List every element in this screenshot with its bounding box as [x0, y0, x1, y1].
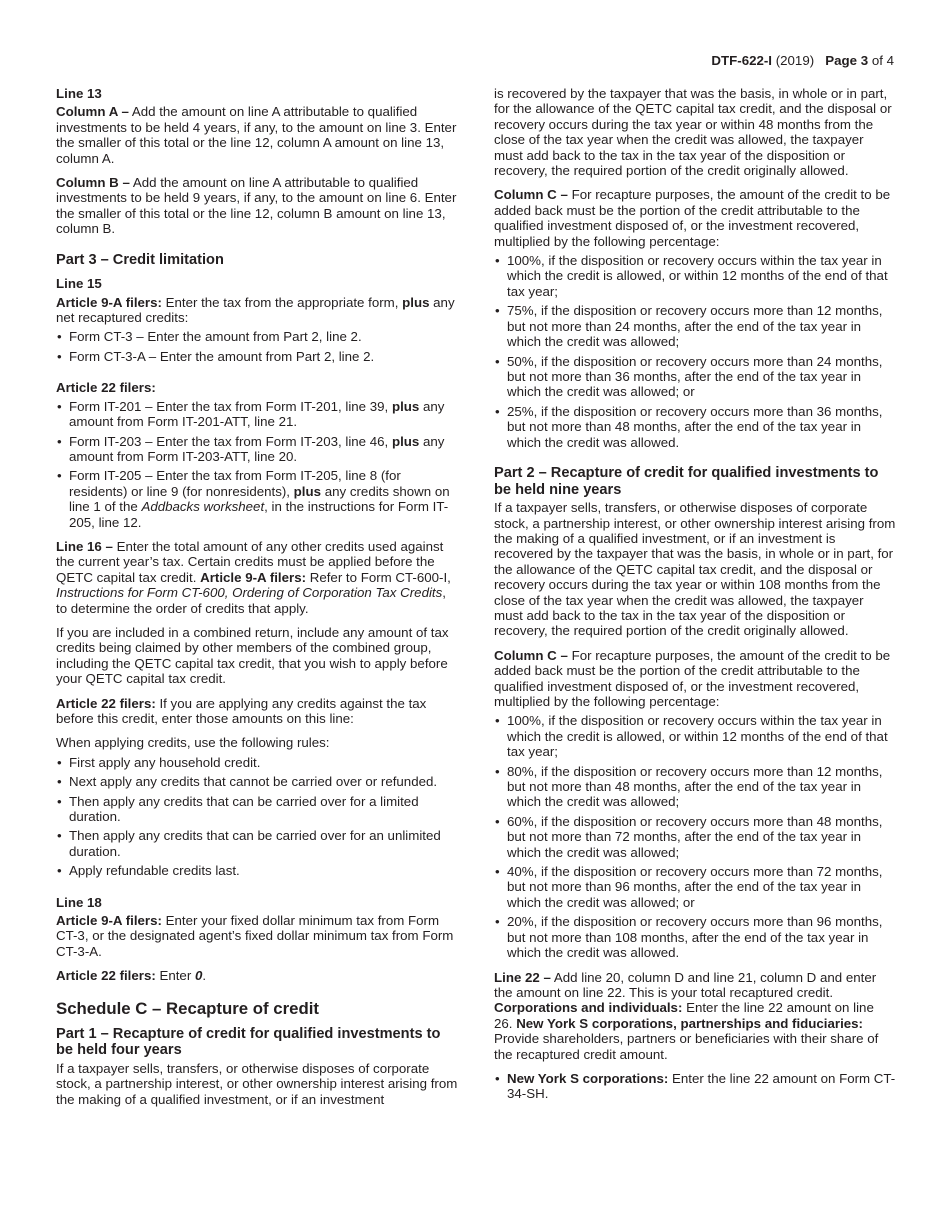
line16-label: Line 16 – [56, 538, 113, 554]
part2-percentage-list [494, 713, 896, 960]
list-item: • 100%, if the disposition or recovery occurs within the tax year in which the credit is allowed, or within 12 months of the end of that tax year; [494, 253, 896, 299]
rules-list [56, 755, 458, 879]
rules-intro: When applying credits, use the following rules: [56, 735, 330, 751]
list-item: • 20%, if the disposition or recovery occurs more than 96 months, but not more than 108 months, after the end of the tax year in which the credit was allowed. [494, 914, 896, 960]
line22-list [494, 1071, 896, 1102]
line22-text-c: Provide shareholders, partners or beneficiaries with their share of the recaptured credit amount. [494, 1031, 879, 1062]
period: . [202, 968, 207, 984]
column-c-text: For recapture purposes, the amount of the credit to be added back must be the portion of the credit attributable to the qualified investment disposed of, or the investment recovered, multiplied by the following percentage: [494, 647, 891, 709]
column-a-label: Column A – [56, 104, 129, 120]
line16-text-c: , to determine the order of credits that apply. [56, 585, 446, 616]
line18-enter: Enter [155, 968, 195, 984]
left-column [56, 86, 458, 1116]
it205-text-mid: any credits shown on line 1 of the [69, 483, 450, 515]
corporations-label: Corporations and individuals: [494, 1000, 683, 1016]
part1-percentage-list [494, 253, 896, 450]
combined-return-text: If you are included in a combined return, include any amount of tax credits being claimed by other members of the combined group, including the QETC capital tax credit, that you wish to apply before your QETC capital tax credit. [56, 624, 449, 687]
list-item: • Then apply any credits that can be carried over for an unlimited duration. [56, 828, 458, 859]
art22-label: Article 22 filers: [56, 695, 156, 711]
art22-heading: Article 22 filers: [56, 380, 156, 396]
list-item: • 100%, if the disposition or recovery occurs within the tax year in which the credit is allowed, or within 12 months of the end of that tax year; [494, 713, 896, 759]
line15-heading: Line 15 [56, 276, 102, 292]
column-a-text: Add the amount on line A attributable to qualified investments to be held 4 years, if any, to the amount on line 3. Enter the smaller of this total or the line 12, column A amount on line 13, column A. [56, 104, 457, 166]
line18-art9a [56, 913, 458, 959]
art9a-text: Enter the tax from the appropriate form, [161, 294, 403, 310]
ct600-instructions-title: Instructions for Form CT-600, Ordering of Corporation Tax Credits [56, 585, 443, 601]
it205-text-end: , in the instructions for Form IT-205, line 12. [69, 499, 449, 530]
list-item: • 25%, if the disposition or recovery occurs more than 36 months, but not more than 48 months, after the end of the tax year in which the credit was allowed. [494, 404, 896, 450]
it201-text: Form IT-201 – Enter the tax from Form IT-201, line 39, [69, 398, 392, 414]
plus-word: plus [402, 294, 430, 310]
column-c-part2 [494, 648, 896, 710]
line16-text-a: Enter the total amount of any other credits used against the current year’s tax. Certain credits must be applied before the QETC capital tax credit. [56, 538, 444, 585]
list-item [56, 399, 458, 430]
part1-heading: Part 1 – Recapture of credit for qualified investments to be held four years [56, 1025, 441, 1059]
page-header [711, 53, 894, 68]
right-column [494, 86, 896, 1111]
schedule-c-heading: Schedule C – Recapture of credit [56, 998, 319, 1018]
list-item: • Form CT-3 – Enter the amount from Part 2, line 2. [56, 329, 458, 344]
it205-text: Form IT-205 – Enter the tax from Form IT-205, line 8 (for residents) or line 9 (for nonresidents), [69, 468, 401, 499]
column-b-label: Column B – [56, 175, 130, 191]
list-item: • First apply any household credit. [56, 755, 458, 770]
list-item [494, 1071, 896, 1102]
part1-continued-text: is recovered by the taxpayer that was the basis, in whole or in part, for the allowance of the QETC capital tax credit, and the disposal or recovery occurs during the tax year or within 48 months from the close of the tax year when the credit was allowed, the taxpayer must add back to the tax in the tax year of the disposition or recovery, the required portion of the credit originally allowed. [494, 86, 892, 179]
art9a-label: Article 9-A filers: [56, 294, 162, 310]
line22-label: Line 22 – [494, 969, 551, 985]
list-item: • 40%, if the disposition or recovery occurs more than 72 months, but not more than 96 months, after the end of the tax year in which the credit was allowed; or [494, 864, 896, 910]
art22-list [56, 399, 458, 530]
part2-heading: Part 2 – Recapture of credit for qualified investments to be held nine years [494, 464, 879, 498]
column-b-text: Add the amount on line A attributable to qualified investments to be held 9 years, if any, to the amount on line 6. Enter the smaller of this total or the line 12, column B amount on line 13, column B. [56, 175, 457, 237]
list-item [56, 434, 458, 465]
list-item: • Form CT-3-A – Enter the amount from Part 2, line 2. [56, 349, 458, 364]
list-item: • Apply refundable credits last. [56, 863, 458, 878]
list-item: • Next apply any credits that cannot be carried over or refunded. [56, 774, 458, 789]
list-item: • 75%, if the disposition or recovery occurs more than 12 months, but not more than 24 months, after the end of the tax year in which the credit was allowed; [494, 303, 896, 349]
column-c-text: For recapture purposes, the amount of the credit to be added back must be the portion of the credit attributable to the qualified investment disposed of, or the investment recovered, multiplied by the following percentage: [494, 187, 891, 249]
part3-heading: Part 3 – Credit limitation [56, 251, 224, 268]
column-c-label: Column C – [494, 647, 568, 663]
it203-text: Form IT-203 – Enter the tax from Form IT-203, line 46, [69, 433, 392, 449]
line15-art9a [56, 295, 458, 326]
part2-text: If a taxpayer sells, transfers, or otherwise disposes of corporate stock, a partnership interest, or other ownership interest arising from the making of a qualified investment, or if an investment is recovered by the taxpayer that was the basis, in whole or in part, for the allowance of the QETC capital tax credit, and the disposal or recovery occurs during the tax year or within 108 months from the close of the tax year when the credit was allowed, the taxpayer must add back to the tax in the tax year of the disposition or recovery, the required portion of the credit originally allowed. [494, 500, 896, 639]
list-item: • 50%, if the disposition or recovery occurs more than 24 months, but not more than 36 months, after the end of the tax year in which the credit was allowed; or [494, 354, 896, 400]
line18-art22 [56, 968, 458, 983]
list-item: • 80%, if the disposition or recovery occurs more than 12 months, but not more than 48 months, after the end of the tax year in which the credit was allowed; [494, 764, 896, 810]
form-year: (2019) [772, 53, 815, 68]
list-item: • 60%, if the disposition or recovery occurs more than 48 months, but not more than 72 months, after the end of the tax year in which the credit was allowed; [494, 814, 896, 860]
art9a-text-end: any net recaptured credits: [56, 294, 455, 326]
ny-s-corporations-label: New York S corporations: [507, 1070, 669, 1086]
ny-s-corporations-label: New York S corporations, partnerships and fiduciaries: [516, 1015, 863, 1031]
form-number: DTF-622-I [711, 53, 773, 68]
column-c-label: Column C – [494, 187, 568, 203]
page-number: Page 3 [825, 53, 869, 68]
plus-word: plus [391, 433, 420, 449]
line18-text: Enter your fixed dollar minimum tax from Form CT-3, or the designated agent’s fixed dollar minimum tax from Form CT-3-A. [56, 913, 454, 959]
nys-text: Enter the line 22 amount on Form CT-34-SH. [507, 1070, 896, 1102]
part1-text: If a taxpayer sells, transfers, or otherwise disposes of corporate stock, a partnership interest, or other ownership interest arising from the making of a qualified investment, or if an investment [56, 1060, 458, 1107]
it203-text-end: any amount from Form IT-203-ATT, line 20. [69, 433, 445, 464]
art9a-label: Article 9-A filers: [200, 569, 307, 585]
plus-word: plus [391, 398, 420, 414]
column-c-part1 [494, 187, 896, 249]
addbacks-worksheet-title: Addbacks worksheet [141, 499, 265, 515]
line13-column-a [56, 104, 458, 166]
art22-text: If you are applying any credits against the tax before this credit, enter those amounts on this line: [56, 695, 427, 726]
line16-text-b: Refer to Form CT-600-I, [306, 569, 451, 585]
line22-text [494, 970, 896, 1062]
plus-word: plus [293, 483, 322, 499]
art22-label: Article 22 filers: [56, 968, 156, 984]
list-item [56, 468, 458, 530]
line22-text-b: Enter the line 22 amount on line 26. [494, 1000, 874, 1031]
line18-heading: Line 18 [56, 894, 102, 910]
line13-column-b [56, 175, 458, 237]
art9a-label: Article 9-A filers: [56, 913, 162, 929]
art9a-list [56, 329, 458, 364]
line16-text [56, 539, 458, 616]
list-item: • Then apply any credits that can be carried over for a limited duration. [56, 794, 458, 825]
it201-text-end: any amount from Form IT-201-ATT, line 21. [69, 398, 445, 430]
page-total: of 4 [868, 53, 894, 68]
zero-value: 0 [194, 968, 203, 984]
line13-heading: Line 13 [56, 86, 102, 101]
line22-text-a: Add line 20, column D and line 21, column D and enter the amount on line 22. This is your total recaptured credit. [494, 969, 877, 1000]
art22-applying-text [56, 696, 458, 727]
